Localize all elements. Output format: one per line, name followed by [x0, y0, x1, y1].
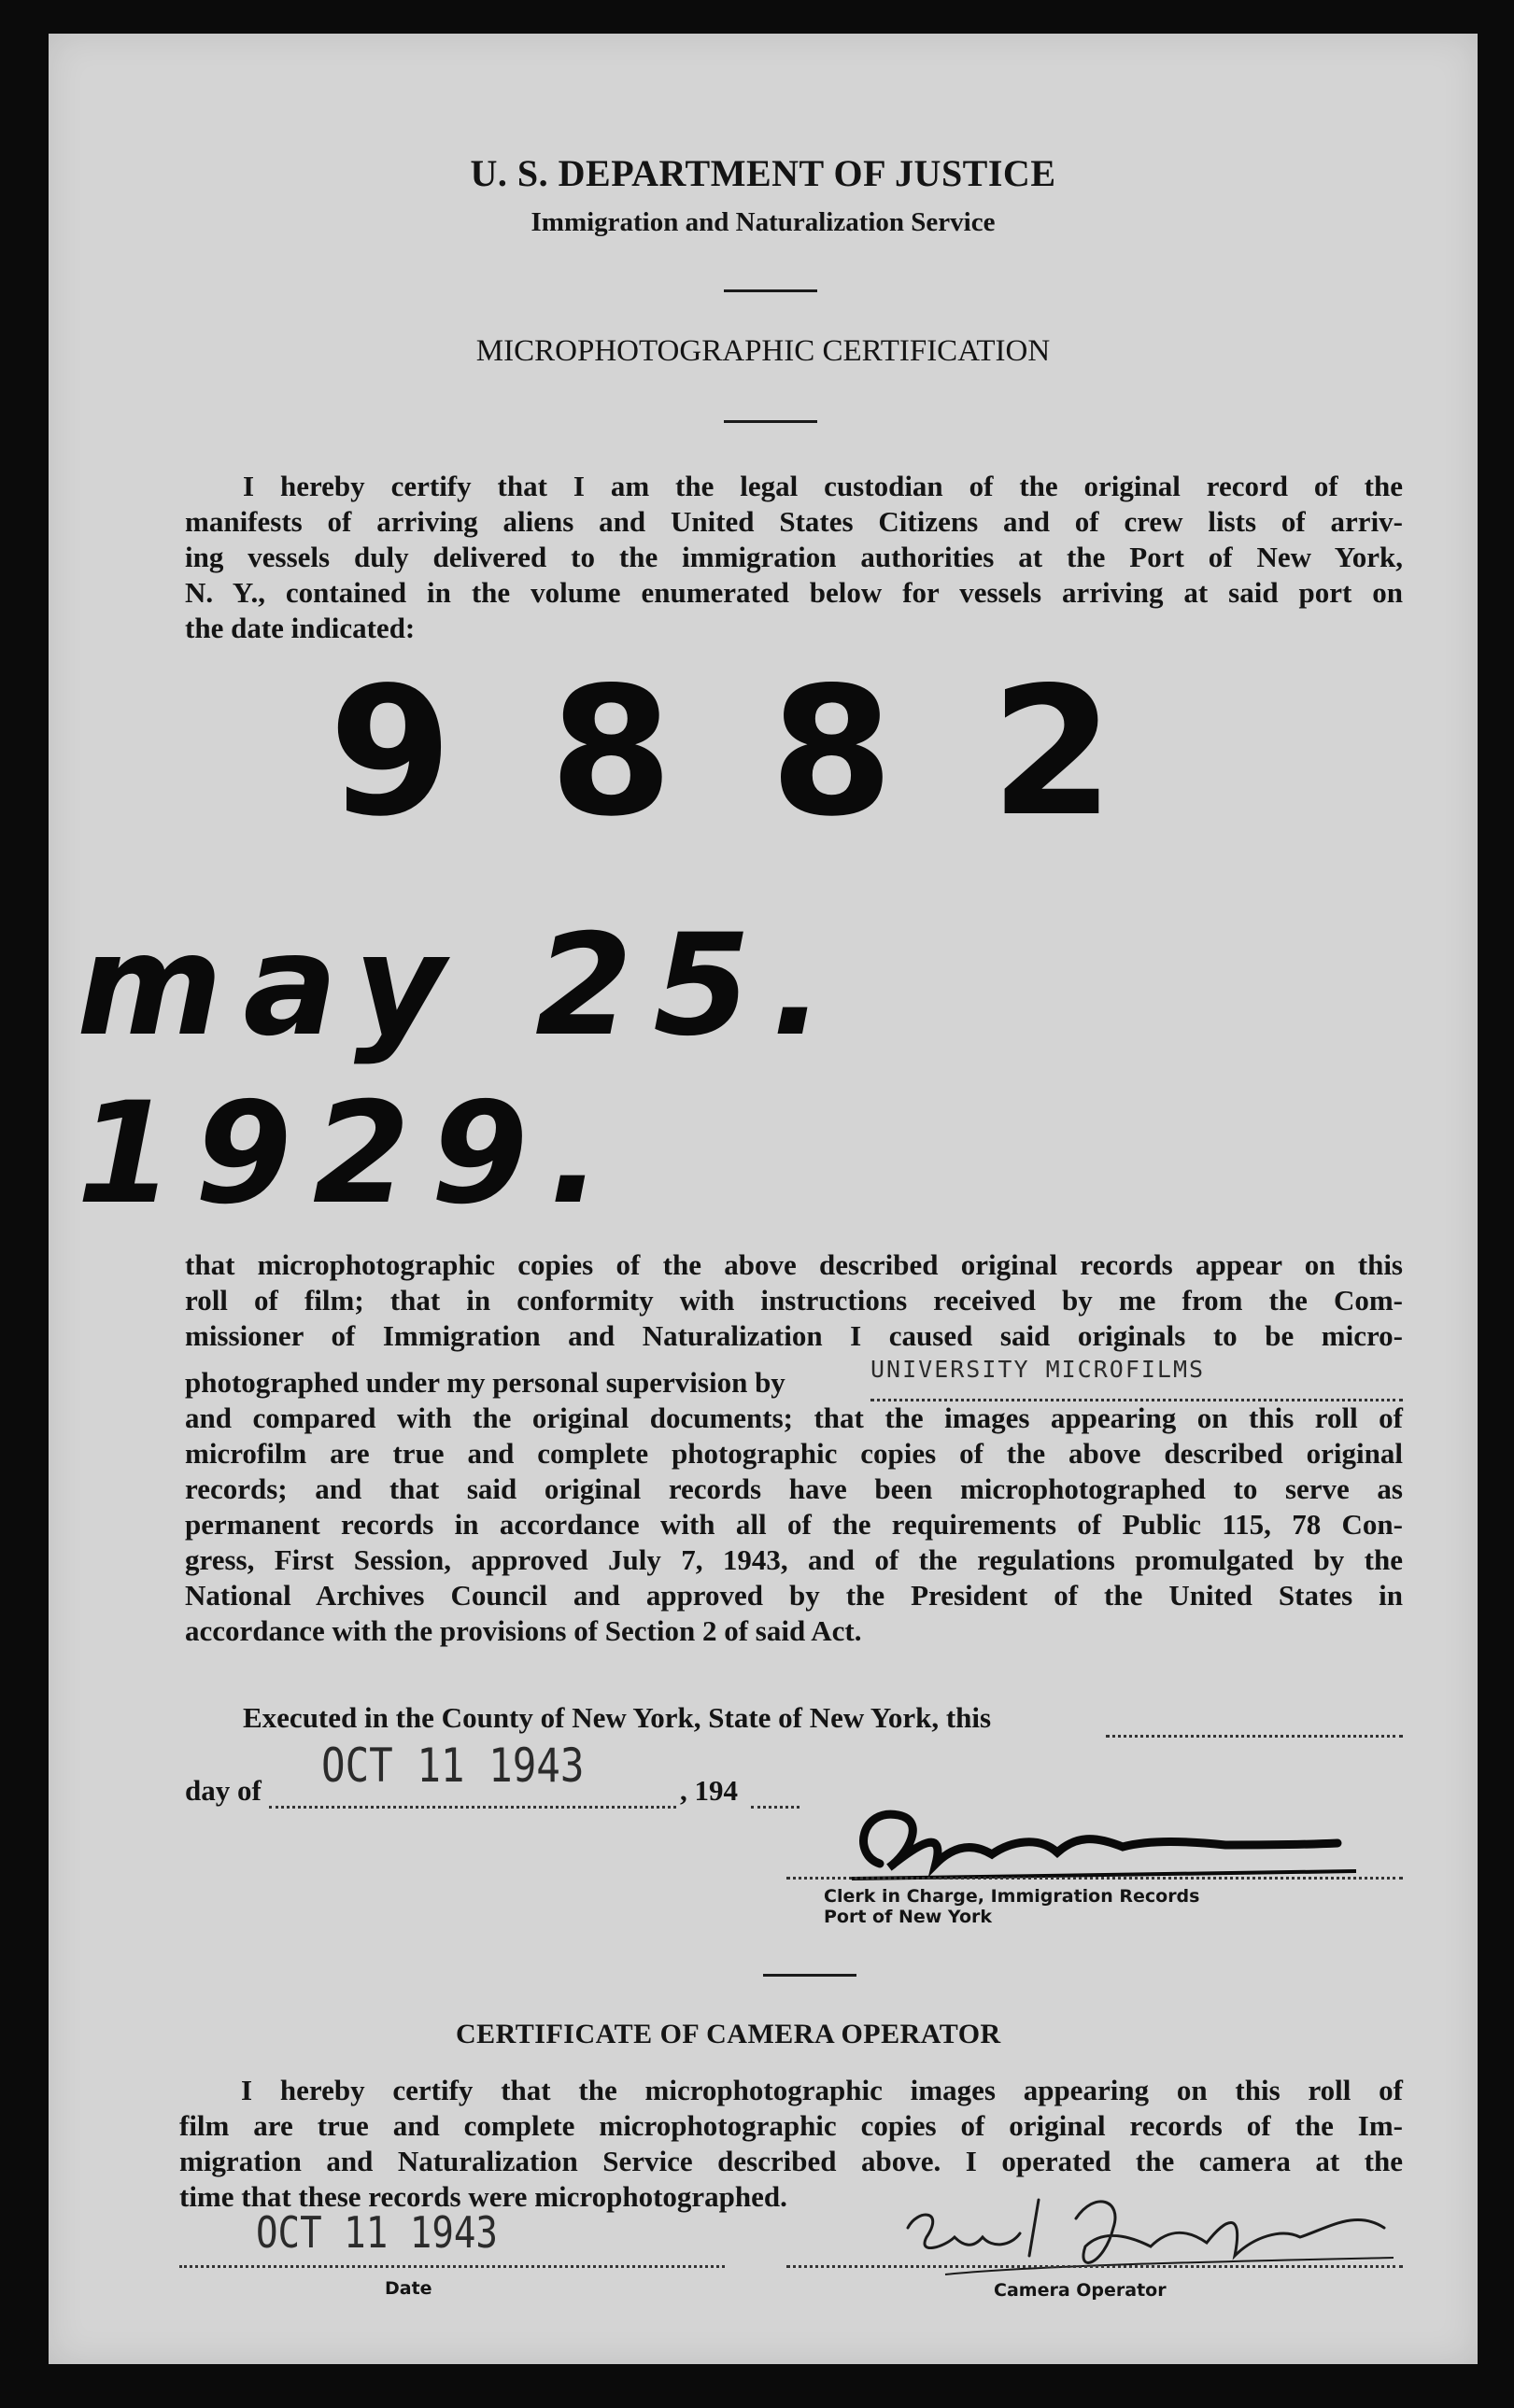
- body-line: National Archives Council and approved by the President of the United States in: [185, 1579, 1403, 1612]
- camera-date-stamp: OCT 11 1943: [256, 2207, 498, 2258]
- date-line: [179, 2265, 725, 2268]
- intro-line: manifests of arriving aliens and United States Citizens and of crew lists of arriv-: [185, 505, 1403, 538]
- clerk-signature-line: [786, 1877, 1403, 1880]
- intro-line: I hereby certify that I am the legal custodian of the original record of the: [243, 470, 1403, 502]
- body-line: accordance with the provisions of Section 2 of said Act.: [185, 1614, 862, 1647]
- body-line: gress, First Session, approved July 7, 1943, and of the regulations promulgated by the: [185, 1543, 1403, 1576]
- divider: [763, 1974, 856, 1977]
- clerk-title: Clerk in Charge, Immigration Records: [824, 1886, 1200, 1907]
- handwritten-volume-number: 9882: [329, 649, 1211, 855]
- camera-line: film are true and complete microphotographic copies of original records of the Im-: [179, 2109, 1403, 2142]
- divider: [724, 289, 817, 292]
- camera-operator-label: Camera Operator: [994, 2280, 1167, 2301]
- clerk-signature: [814, 1789, 1394, 1901]
- camera-line: migration and Naturalization Service described above. I operated the camera at the: [179, 2145, 1403, 2177]
- execution-date-stamp: OCT 11 1943: [321, 1739, 585, 1793]
- intro-line: the date indicated:: [185, 612, 416, 644]
- body-line: records; and that said original records have been microphotographed to serve as: [185, 1472, 1403, 1505]
- divider: [724, 420, 817, 423]
- day-of-label: day of: [185, 1774, 262, 1807]
- camera-operator-signature-line: [786, 2265, 1403, 2268]
- camera-certificate-title: CERTIFICATE OF CAMERA OPERATOR: [456, 2019, 1001, 2049]
- certification-title: MICROPHOTOGRAPHIC CERTIFICATION: [475, 334, 1051, 368]
- certificate-sheet: [49, 34, 1478, 2364]
- day-of-line: [269, 1806, 676, 1809]
- agency-heading: U. S. DEPARTMENT OF JUSTICE: [470, 152, 1056, 194]
- body-line: that microphotographic copies of the above described original records appear on this: [185, 1248, 1403, 1281]
- intro-line: ing vessels duly delivered to the immigration authorities at the Port of New York,: [185, 541, 1403, 573]
- date-label: Date: [385, 2278, 432, 2299]
- clerk-place: Port of New York: [824, 1907, 993, 1927]
- year-line: [751, 1806, 799, 1809]
- supervision-by-label: photographed under my personal supervision by: [185, 1366, 785, 1399]
- body-line: permanent records in accordance with all of the requirements of Public 115, 78 Con-: [185, 1508, 1403, 1541]
- microfilm-company-stamp: UNIVERSITY MICROFILMS: [870, 1356, 1206, 1383]
- intro-line: N. Y., contained in the volume enumerated below for vessels arriving at said port on: [185, 576, 1403, 609]
- body-line: microfilm are true and complete photographic copies of the above described original: [185, 1437, 1403, 1470]
- body-line: and compared with the original documents; that the images appearing on this roll of: [185, 1401, 1403, 1434]
- camera-line: I hereby certify that the microphotographic images appearing on this roll of: [241, 2074, 1403, 2106]
- camera-line: time that these records were microphotographed.: [179, 2180, 787, 2213]
- handwritten-date: may 25. 1929.: [77, 905, 845, 1235]
- execution-day-line: [1106, 1735, 1403, 1738]
- execution-line: Executed in the County of New York, State of New York, this: [243, 1701, 992, 1734]
- service-subheading: Immigration and Naturalization Service: [531, 207, 996, 237]
- body-line: missioner of Immigration and Naturalization I caused said originals to be micro-: [185, 1319, 1403, 1352]
- body-line: roll of film; that in conformity with instructions received by me from the Com-: [185, 1284, 1403, 1317]
- year-label: , 194: [680, 1774, 738, 1807]
